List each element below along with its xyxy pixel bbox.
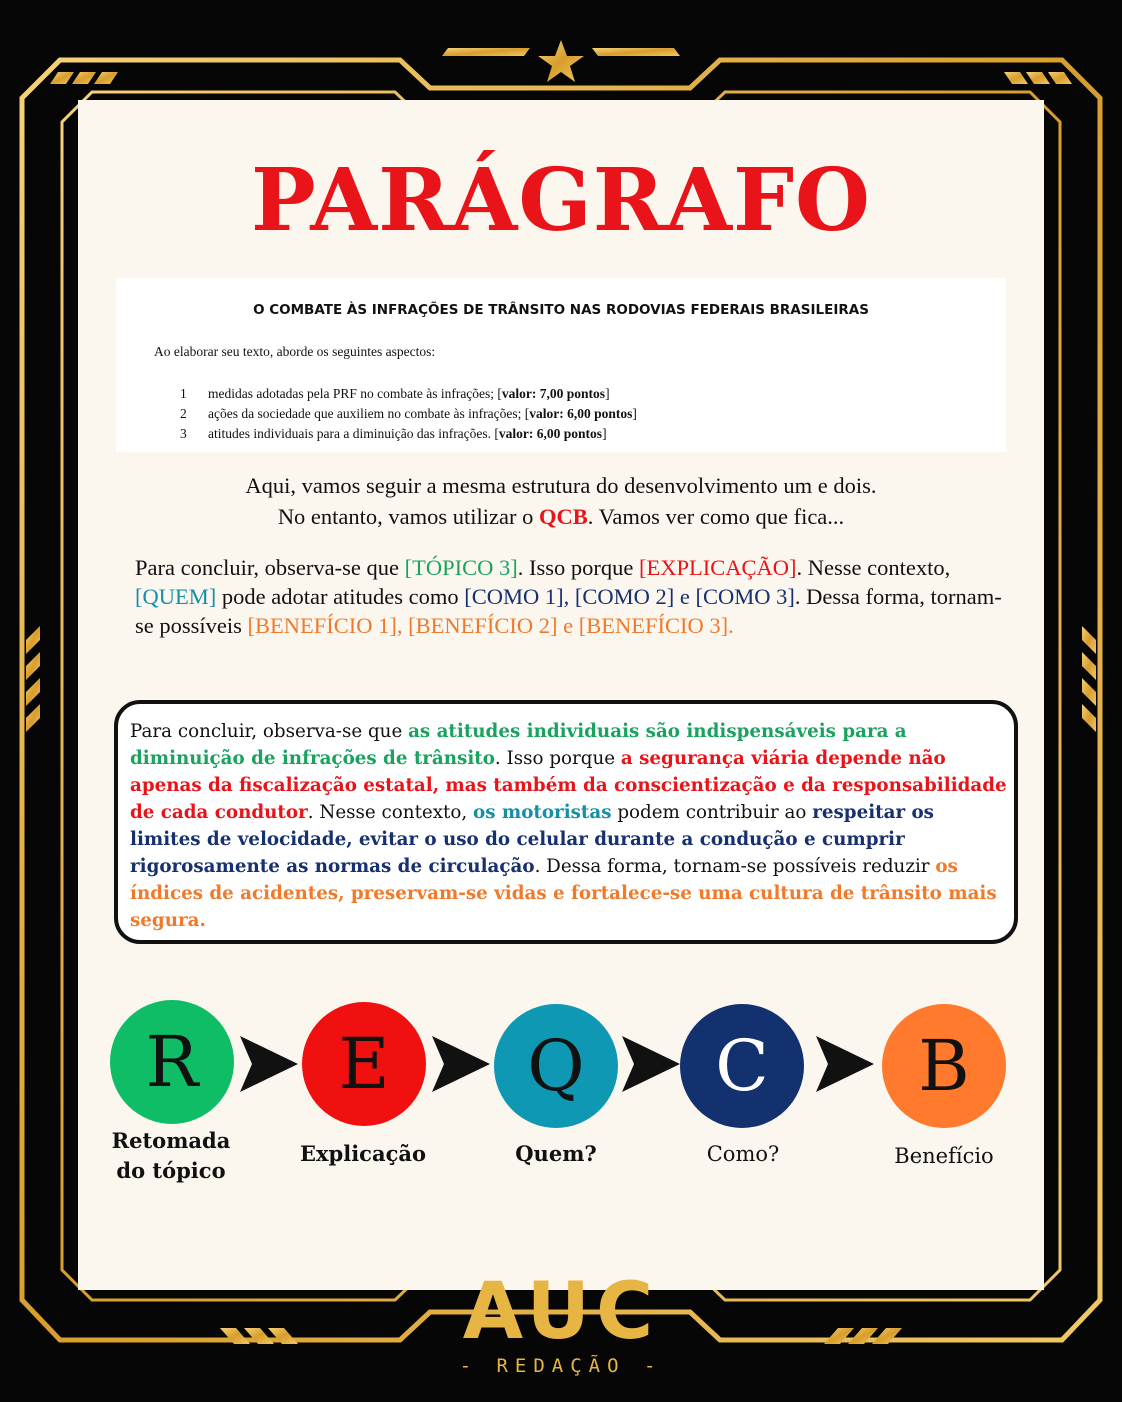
template-topico: [TÓPICO 3]: [404, 555, 518, 580]
template-text: . Isso porque: [517, 555, 639, 580]
arrow-icon: [240, 1036, 298, 1092]
prompt-item-value: valor: 6,00 pontos: [529, 406, 633, 421]
example-text: podem contribuir ao: [611, 802, 813, 823]
example-explicacao: a segurança viária depende não apenas da fiscalização estatal, mas também da conscientização e da responsabilidade de cada condutor: [130, 748, 1007, 823]
example-text: . Isso porque: [494, 748, 621, 769]
intro-line-2: [116, 501, 1006, 532]
template-beneficio: [BENEFÍCIO 1], [BENEFÍCIO 2] e [BENEFÍCIO 3].: [247, 613, 734, 638]
prompt-item-end: ]: [632, 406, 637, 421]
prompt-item-value: valor: 7,00 pontos: [501, 386, 606, 401]
prompt-item-end: ]: [602, 426, 607, 441]
example-text: . Nesse contexto,: [307, 802, 474, 823]
essay-prompt-box: [116, 278, 1006, 452]
intro-text-part: . Vamos ver como que fica...: [587, 504, 845, 529]
step-label-q: Quem?: [515, 1141, 597, 1166]
step-letter: E: [338, 1023, 390, 1105]
step-letter: C: [715, 1025, 769, 1107]
prompt-item-number: 2: [180, 406, 187, 421]
example-beneficio: os índices de acidentes, preservam-se vidas e fortalece-se uma cultura de trânsito mais segura.: [130, 856, 997, 931]
step-circle-c: [680, 1004, 804, 1128]
prompt-item-text: medidas adotadas pela PRF no combate às infrações; [: [208, 386, 502, 401]
prompt-item: [180, 426, 607, 442]
prompt-item-number: 1: [180, 386, 187, 401]
step-letter: Q: [527, 1025, 585, 1107]
brand-logo: [0, 1267, 1122, 1378]
intro-line-1: Aqui, vamos seguir a mesma estrutura do desenvolvimento um e dois.: [245, 473, 877, 498]
prompt-item-end: ]: [605, 386, 610, 401]
template-como: [COMO 1], [COMO 2] e [COMO 3]: [464, 584, 795, 609]
arrow-icon: [622, 1036, 680, 1092]
intro-text-part: No entanto, vamos utilizar o: [277, 504, 540, 529]
prompt-item-value: valor: 6,00 pontos: [498, 426, 603, 441]
step-label-b: Benefício: [894, 1144, 994, 1168]
prompt-item-text: ações da sociedade que auxiliem no combate às infrações; [: [208, 406, 530, 421]
template-text: Para concluir, observa-se que: [135, 555, 405, 580]
example-como: respeitar os limites de velocidade, evitar o uso do celular durante a condução e cumprir rigorosamente as normas de circulação: [130, 802, 934, 877]
example-paragraph-box: [114, 700, 1018, 944]
arrow-icon: [816, 1036, 874, 1092]
example-text: Para concluir, observa-se que: [130, 721, 409, 742]
template-text: . Dessa forma, tornam-se possíveis: [135, 584, 1002, 638]
example-topico: as atitudes individuais são indispensáveis para a diminuição de infrações de trânsito: [130, 721, 907, 769]
step-circle-q: [494, 1004, 618, 1128]
prompt-heading: O COMBATE ÀS INFRAÇÕES DE TRÂNSITO NAS RODOVIAS FEDERAIS BRASILEIRAS: [253, 302, 869, 318]
intro-text: [116, 470, 1006, 532]
prompt-item-number: 3: [180, 426, 187, 441]
brand-subtitle: - REDAÇÃO -: [459, 1355, 663, 1377]
qcb-highlight: QCB: [539, 504, 588, 529]
example-quem: os motoristas: [473, 802, 612, 823]
prompt-intro: Ao elaborar seu texto, aborde os seguintes aspectos:: [154, 344, 436, 359]
example-text: . Dessa forma, tornam-se possíveis reduzir: [534, 856, 936, 877]
step-label-r: [76, 1126, 266, 1186]
step-letter: R: [145, 1021, 199, 1103]
step-label-line: Retomada: [111, 1128, 231, 1153]
paragraph-template: [135, 553, 1005, 640]
prompt-item-text: atitudes individuais para a diminuição das infrações. [: [208, 426, 499, 441]
prompt-item: [180, 406, 637, 422]
template-quem: [QUEM]: [135, 584, 217, 609]
step-letter: B: [918, 1025, 970, 1107]
template-explicacao: [EXPLICAÇÃO]: [638, 555, 797, 580]
step-circle-b: [882, 1004, 1006, 1128]
prompt-item: [180, 386, 610, 402]
step-label-c: Como?: [706, 1142, 780, 1166]
example-paragraph: [130, 718, 1010, 934]
template-text: . Nesse contexto,: [796, 555, 951, 580]
step-circle-r: [110, 1000, 234, 1124]
arrow-icon: [432, 1036, 490, 1092]
page-title: PARÁGRAFO: [251, 150, 871, 251]
step-circle-e: [302, 1002, 426, 1126]
step-label-e: Explicação: [300, 1141, 426, 1166]
step-label-line: do tópico: [116, 1158, 226, 1183]
brand-name: AUC: [462, 1267, 660, 1357]
template-text: pode adotar atitudes como: [216, 584, 465, 609]
